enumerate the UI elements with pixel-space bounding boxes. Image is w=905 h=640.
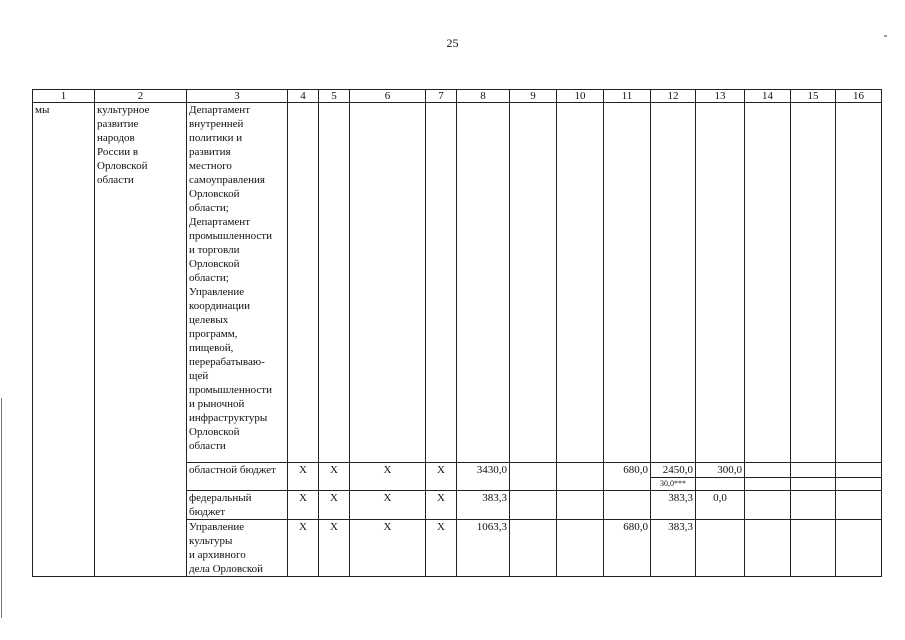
empty-cell — [696, 103, 745, 463]
empty-cell — [791, 103, 836, 463]
executors-cell — [187, 103, 288, 463]
page-number: 25 — [446, 36, 459, 50]
c12-cell: 2450,0 — [651, 463, 696, 478]
empty-cell — [696, 520, 745, 577]
empty-cell — [696, 478, 745, 491]
text-line: России в — [97, 146, 139, 158]
header-cell: 3 — [187, 90, 288, 103]
empty-cell — [836, 491, 882, 520]
text-line: развитие — [97, 118, 139, 130]
header-cell: 10 — [557, 90, 604, 103]
text-line: промышленности — [189, 230, 272, 242]
c6-cell: Х — [350, 463, 426, 491]
text-line: и торговли — [189, 244, 240, 256]
empty-cell — [604, 103, 651, 463]
header-cell: 13 — [696, 90, 745, 103]
scan-mark — [884, 35, 887, 37]
empty-cell — [510, 103, 557, 463]
header-cell: 12 — [651, 90, 696, 103]
text-line: Орловской — [189, 258, 240, 270]
header-row — [33, 90, 882, 103]
text-line: развития — [189, 146, 231, 158]
text-line: области; — [189, 202, 229, 214]
c7-cell: Х — [426, 520, 457, 577]
empty-cell — [791, 478, 836, 491]
text-line: Управление — [189, 286, 245, 298]
text-line: программ, — [189, 328, 238, 340]
c13-cell: 300,0 — [696, 463, 745, 478]
header-cell: 1 — [33, 90, 95, 103]
text-line: перерабатываю- — [189, 356, 265, 368]
text-line: щей — [189, 370, 209, 382]
empty-cell — [745, 463, 791, 478]
empty-cell — [836, 103, 882, 463]
text-line: местного — [189, 160, 232, 172]
empty-cell — [457, 103, 510, 463]
text-line: Департамент — [189, 104, 251, 116]
empty-cell — [557, 103, 604, 463]
header-cell: 16 — [836, 90, 882, 103]
c6-cell: Х — [350, 491, 426, 520]
text-line: политики и — [189, 132, 243, 144]
empty-cell — [288, 103, 319, 463]
text-line: инфраструктуры — [189, 412, 268, 424]
text-line: Департамент — [189, 216, 251, 228]
empty-cell — [557, 491, 604, 520]
header-cell: 5 — [319, 90, 350, 103]
c12-cell: 383,3 — [651, 520, 696, 577]
c13-cell: 0,0 — [696, 491, 745, 520]
empty-cell — [426, 103, 457, 463]
header-cell: 9 — [510, 90, 557, 103]
empty-cell — [745, 520, 791, 577]
c8-cell: 383,3 — [457, 491, 510, 520]
text-line: культурное — [97, 104, 150, 116]
header-cell: 7 — [426, 90, 457, 103]
c4-cell: Х — [288, 491, 319, 520]
c4-cell: Х — [288, 463, 319, 491]
empty-cell — [745, 491, 791, 520]
text-line: области — [97, 174, 134, 186]
empty-cell — [510, 520, 557, 577]
empty-cell — [836, 520, 882, 577]
c4-cell: Х — [288, 520, 319, 577]
culture-department-label — [187, 520, 288, 577]
c12-cell: 383,3 — [651, 491, 696, 520]
text-line: и рыночной — [189, 398, 245, 410]
text-line: культуры — [189, 535, 233, 547]
c7-cell: Х — [426, 491, 457, 520]
header-cell: 4 — [288, 90, 319, 103]
empty-cell — [350, 103, 426, 463]
c7-cell: Х — [426, 463, 457, 491]
empty-cell — [651, 103, 696, 463]
c8-cell: 1063,3 — [457, 520, 510, 577]
text-line: Управление — [189, 521, 245, 533]
text-line: Орловской — [189, 426, 240, 438]
header-cell: 6 — [350, 90, 426, 103]
budget-table — [32, 89, 882, 577]
text-line: промышленности — [189, 384, 272, 396]
header-cell: 15 — [791, 90, 836, 103]
program-name-cell — [95, 103, 187, 577]
text-line: и архивного — [189, 549, 246, 561]
text-line: народов — [97, 132, 135, 144]
text-line: Орловской — [189, 188, 240, 200]
c11-cell: 680,0 — [604, 520, 651, 577]
empty-cell — [604, 491, 651, 520]
empty-cell — [836, 478, 882, 491]
header-cell: 8 — [457, 90, 510, 103]
text-line: внутренней — [189, 118, 244, 130]
empty-cell — [791, 463, 836, 478]
empty-cell — [836, 463, 882, 478]
empty-cell — [557, 463, 604, 491]
text-line: целевых — [189, 314, 229, 326]
c5-cell: Х — [319, 520, 350, 577]
c12-footnote: 30,0*** — [651, 478, 696, 491]
regional-budget-label: областной бюджет — [187, 463, 288, 491]
empty-cell — [745, 478, 791, 491]
text-line: бюджет — [189, 506, 225, 518]
c5-cell: Х — [319, 463, 350, 491]
c8-cell: 3430,0 — [457, 463, 510, 491]
text-line: области — [189, 440, 226, 452]
text-line: федеральный — [189, 492, 252, 504]
text-line: Орловской — [97, 160, 148, 172]
text-line: области; — [189, 272, 229, 284]
executors-row — [33, 103, 882, 463]
header-cell: 2 — [95, 90, 187, 103]
text-line: самоуправления — [189, 174, 265, 186]
text-line: координации — [189, 300, 251, 312]
text-line: пищевой, — [189, 342, 234, 354]
empty-cell — [557, 520, 604, 577]
empty-cell — [791, 520, 836, 577]
empty-cell — [510, 463, 557, 491]
header-cell: 11 — [604, 90, 651, 103]
c11-cell: 680,0 — [604, 463, 651, 491]
col1-cell: мы — [33, 103, 95, 577]
c6-cell: Х — [350, 520, 426, 577]
empty-cell — [745, 103, 791, 463]
empty-cell — [319, 103, 350, 463]
scan-edge-line — [1, 398, 2, 618]
text-line: дела Орловской — [189, 563, 264, 575]
empty-cell — [791, 491, 836, 520]
header-cell: 14 — [745, 90, 791, 103]
c5-cell: Х — [319, 491, 350, 520]
federal-budget-label — [187, 491, 288, 520]
empty-cell — [510, 491, 557, 520]
